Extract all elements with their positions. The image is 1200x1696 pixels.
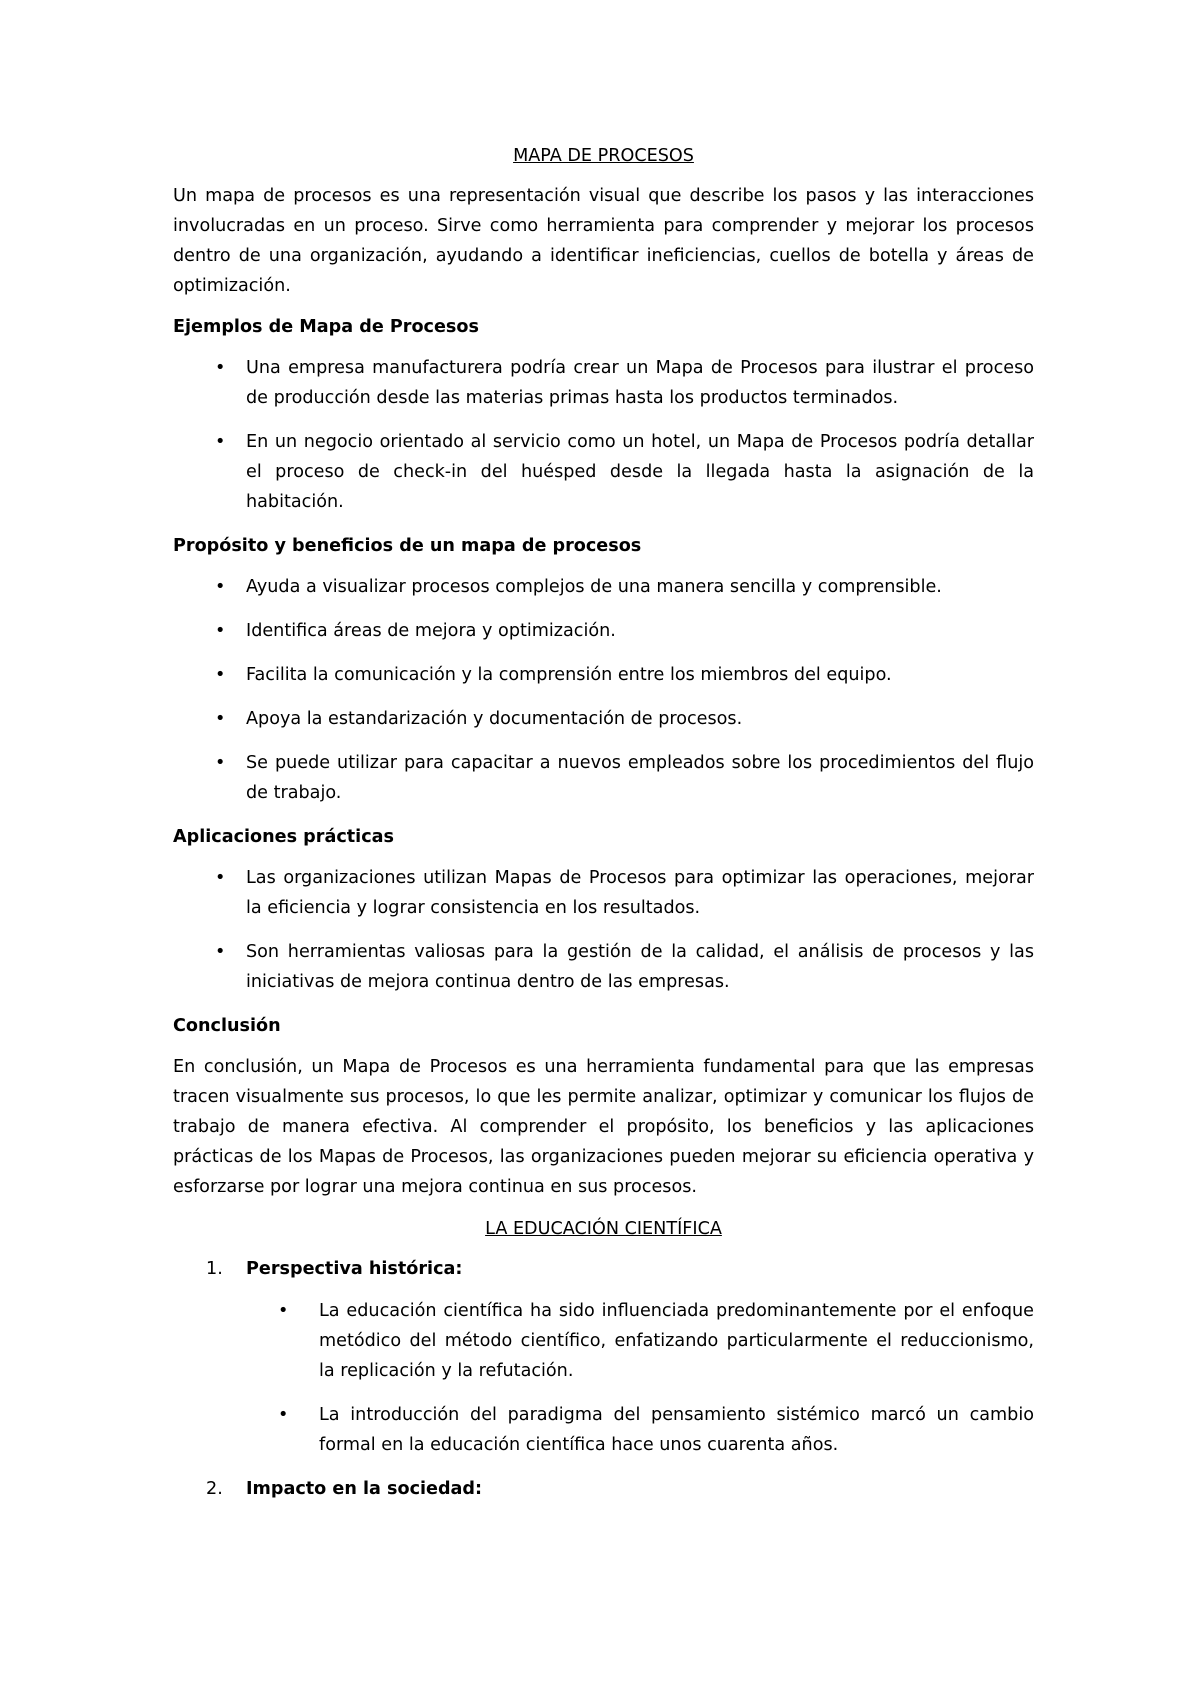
list-item: • En un negocio orientado al servicio como un hotel, un Mapa de Procesos podría detallar el proceso de check-in del huésped desde la llegada hasta la asignación de la habitación. [173,427,1034,517]
section-heading-proposito: Propósito y beneficios de un mapa de procesos [173,536,642,556]
list-item: • La educación científica ha sido influenciada predominantemente por el enfoque metódico del método científico, enfatizando particularmente el reduccionismo, la replicación y la refutación. [246,1296,1034,1386]
intro-paragraph: Un mapa de procesos es una representación visual que describe los pasos y las interacciones involucradas en un proceso. Sirve como herramienta para comprender y mejorar los procesos dentro de una organización, ayudando a identificar ineficiencias, cuellos de botella y áreas de optimización. [173,186,1034,296]
list-item: • Se puede utilizar para capacitar a nuevos empleados sobre los procedimientos del flujo de trabajo. [173,748,1034,808]
list-item: • Las organizaciones utilizan Mapas de Procesos para optimizar las operaciones, mejorar la eficiencia y lograr consistencia en los resultados. [173,863,1034,923]
conclusion-paragraph: En conclusión, un Mapa de Procesos es una herramienta fundamental para que las empresas tracen visualmente sus procesos, lo que les permite analizar, optimizar y comunicar los flujos de trabajo de manera efectiva. Al comprender el propósito, los beneficios y las aplicaciones prácticas de los Mapas de Procesos, las organizaciones pueden mejorar su eficiencia operativa y esforzarse por lograr una mejora continua en sus procesos. [173,1057,1034,1197]
list-item: • Son herramientas valiosas para la gestión de la calidad, el análisis de procesos y las iniciativas de mejora continua dentro de las empresas. [173,937,1034,997]
section-title-educacion: LA EDUCACIÓN CIENTÍFICA [485,1219,722,1239]
list-item: • Facilita la comunicación y la comprensión entre los miembros del equipo. [173,660,1034,690]
item-number: 1. [206,1259,223,1279]
numbered-item-heading: Perspectiva histórica: [246,1259,463,1279]
numbered-item [173,1254,1034,1460]
numbered-item [173,1474,1034,1504]
sub-list [246,1296,1034,1460]
list-item: • Identifica áreas de mejora y optimización. [173,616,1034,646]
list-item: • La introducción del paradigma del pensamiento sistémico marcó un cambio formal en la educación científica hace unos cuarenta años. [246,1400,1034,1460]
list-item: • Ayuda a visualizar procesos complejos de una manera sencilla y comprensible. [173,572,1034,602]
item-number: 2. [206,1479,223,1499]
list-item: • Apoya la estandarización y documentación de procesos. [173,704,1034,734]
numbered-item-heading: Impacto en la sociedad: [246,1479,483,1499]
page-title: MAPA DE PROCESOS [513,146,694,166]
numbered-list [173,1254,1034,1504]
section-heading-ejemplos: Ejemplos de Mapa de Procesos [173,317,479,337]
section-heading-aplicaciones: Aplicaciones prácticas [173,827,394,847]
list-item: • Una empresa manufacturera podría crear un Mapa de Procesos para ilustrar el proceso de producción desde las materias primas hasta los productos terminados. [173,353,1034,413]
proposito-list [173,572,1034,808]
section-heading-conclusion: Conclusión [173,1016,281,1036]
aplicaciones-list [173,863,1034,997]
ejemplos-list [173,353,1034,517]
